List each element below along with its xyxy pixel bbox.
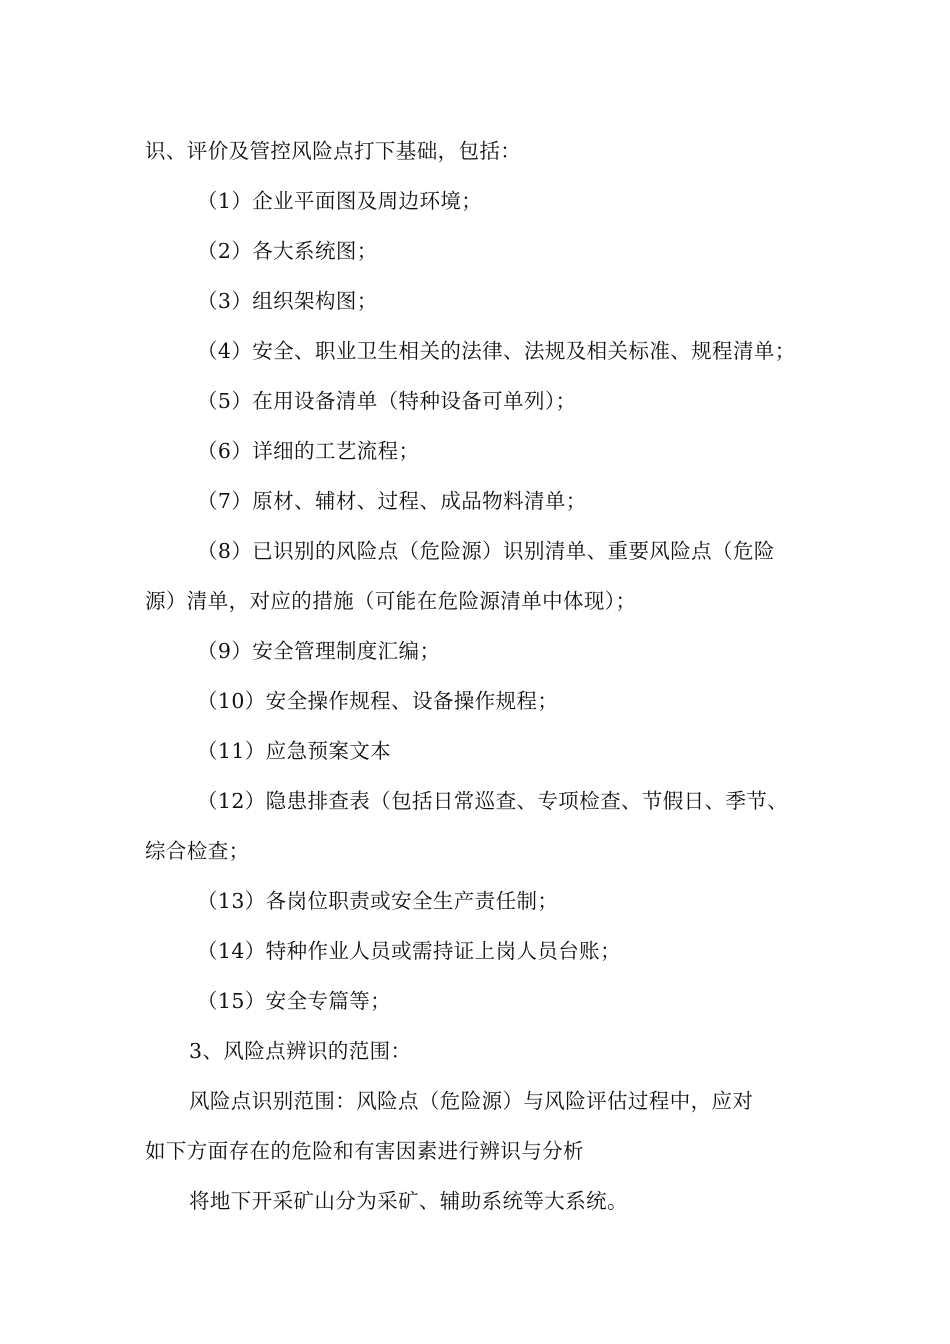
text-line: 源）清单，对应的措施（可能在危险源清单中体现）； [145, 589, 637, 613]
list-item: （10）安全操作规程、设备操作规程； [197, 689, 559, 713]
list-item: （11）应急预案文本 [197, 739, 392, 763]
list-item: （7）原材、辅材、过程、成品物料清单； [197, 489, 587, 513]
list-item: （8）已识别的风险点（危险源）识别清单、重要风险点（危险 [197, 539, 775, 563]
section-heading: 3、风险点辨识的范围： [189, 1039, 412, 1063]
list-item: （5）在用设备清单（特种设备可单列）； [197, 389, 577, 413]
list-item: （4）安全、职业卫生相关的法律、法规及相关标准、规程清单； [197, 339, 796, 363]
document-body [145, 131, 825, 1231]
paragraph-line: 如下方面存在的危险和有害因素进行辨识与分析 [145, 1139, 584, 1163]
paragraph-line: 将地下开采矿山分为采矿、辅助系统等大系统。 [189, 1189, 628, 1213]
list-item: （9）安全管理制度汇编； [197, 639, 441, 663]
text-line: 识、评价及管控风险点打下基础，包括： [145, 139, 522, 163]
paragraph-line: 风险点识别范围：风险点（危险源）与风险评估过程中，应对 [189, 1089, 754, 1113]
text-line: 综合检查； [145, 839, 250, 863]
list-item: （6）详细的工艺流程； [197, 439, 420, 463]
list-item: （13）各岗位职责或安全生产责任制； [197, 889, 559, 913]
list-item: （1）企业平面图及周边环境； [197, 189, 483, 213]
list-item: （2）各大系统图； [197, 239, 378, 263]
list-item: （12）隐患排查表（包括日常巡查、专项检查、节假日、季节、 [197, 789, 789, 813]
list-item: （3）组织架构图； [197, 289, 378, 313]
list-item: （14）特种作业人员或需持证上岗人员台账； [197, 939, 621, 963]
list-item: （15）安全专篇等； [197, 989, 392, 1013]
